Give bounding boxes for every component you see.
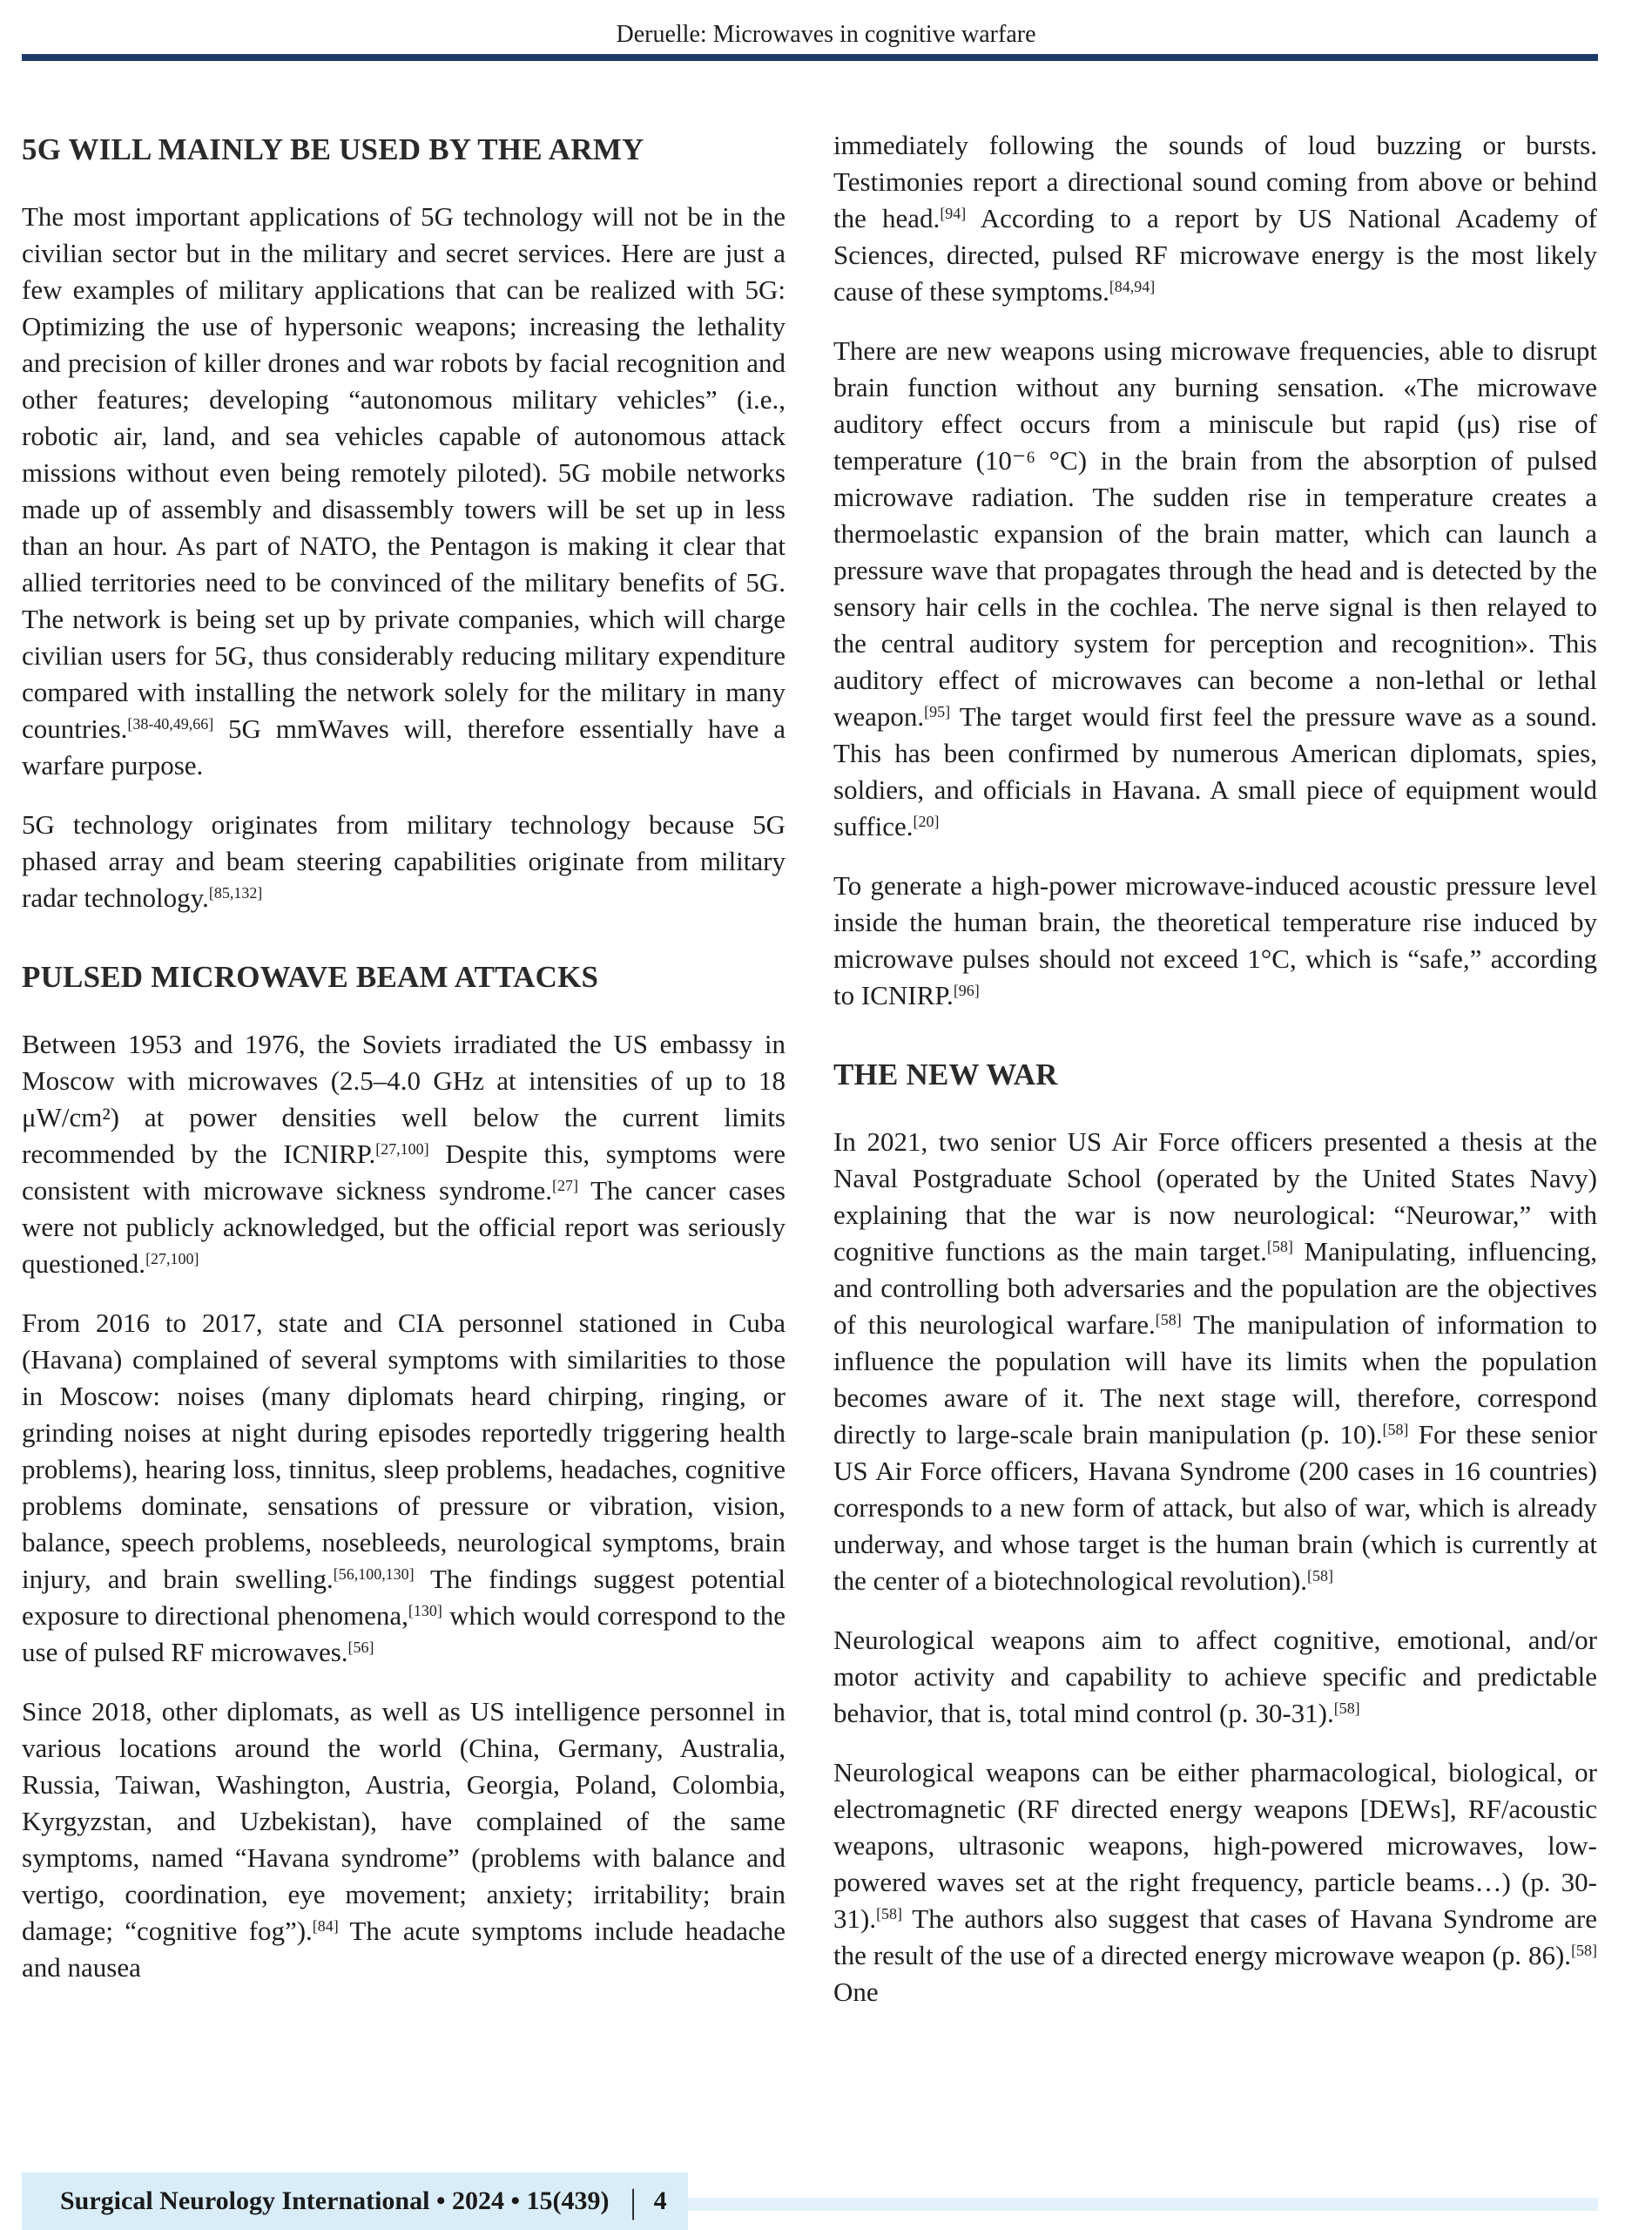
paragraph: 5G technology originates from military technology because 5G phased array and beam steering capabilities originate from military radar technology.[85,132] [22, 809, 786, 913]
section-heading: PULSED MICROWAVE BEAM ATTACKS [22, 960, 599, 994]
paragraph: There are new weapons using microwave frequencies, able to disrupt brain function without any burning sensation. «The microwave auditory effect occurs from a miniscule but rapid (μs) rise of temperature (10⁻⁶ °C) in the brain from the absorption of pulsed microwave radiation. The sudden rise in temperature creates a thermoelastic expansion of the brain matter, which can launch a pressure wave that propagates through the head and is detected by the sensory hair cells in the cochlea. The nerve signal is then relayed to the central auditory system for perception and recognition». This auditory effect of microwaves can become a non-lethal or lethal weapon.[95] The target would first feel the pressure wave as a sound. This has been confirmed by numerous American diplomats, spies, soldiers, and officials in Havana. A small piece of equipment would suffice.[20] [833, 335, 1597, 841]
paragraph: Neurological weapons aim to affect cognitive, emotional, and/or motor activity and capability to achieve specific and predictable behavior, that is, total mind control (p. 30-31).[58] [833, 1625, 1597, 1728]
journal-citation: Surgical Neurology International • 2024 • 15(439) [60, 2186, 610, 2215]
footer-separator: | [630, 2182, 637, 2220]
column-right [833, 127, 1597, 2033]
paragraph: Between 1953 and 1976, the Soviets irradiated the US embassy in Moscow with microwaves (2.5–4.0 GHz at intensities of up to 18 μW/cm²) at power densities well below the current limits recommended by the ICNIRP.[27,100] Despite this, symptoms were consistent with microwave sickness syndrome.[27] The cancer cases were not publicly acknowledged, but the official report was seriously questioned.[27,100] [22, 1029, 786, 1279]
paragraph: Neurological weapons can be either pharmacological, biological, or electromagnetic (RF directed energy weapons [DEWs], RF/acoustic weapons, ultrasonic weapons, high-powered microwaves, low-powered waves set at the right frequency, particle beams…) (p. 30-31).[58] The authors also suggest that cases of Havana Syndrome are the result of the use of a directed energy microwave weapon (p. 86).[58] One [833, 1757, 1597, 2007]
paragraph: In 2021, two senior US Air Force officers presented a thesis at the Naval Postgraduate School (operated by the United States Navy) explaining that the war is now neurological: “Neurowar,” with cognitive functions as the main target.[58] Manipulating, influencing, and controlling both adversaries and the population are the objectives of this neurological warfare.[58] The manipulation of information to influence the population will have its limits when the population becomes aware of it. The next stage will, therefore, correspond directly to large-scale brain manipulation (p. 10).[58] For these senior US Air Force officers, Havana Syndrome (200 cases in 16 countries) corresponds to a new form of attack, but also of war, which is already underway, and whose target is the human brain (which is currently at the center of a biotechnological revolution).[58] [833, 1126, 1598, 1596]
footer-citation-box [22, 2173, 688, 2230]
running-head: Deruelle: Microwaves in cognitive warfare [616, 21, 1036, 48]
paragraph: immediately following the sounds of loud buzzing or bursts. Testimonies report a directional sound coming from above or behind the head.[94] According to a report by US National Academy of Sciences, directed, pulsed RF microwave energy is the most likely cause of these symptoms.[84,94] [833, 130, 1597, 307]
page-number: 4 [653, 2186, 667, 2215]
paragraph: The most important applications of 5G technology will not be in the civilian sector but in the military and secret services. Here are just a few examples of military applications that can be realized with 5G: Optimizing the use of hypersonic weapons; increasing the lethality and precision of killer drones and war robots by facial recognition and other features; developing “autonomous military vehicles” (i.e., robotic air, land, and sea vehicles capable of autonomous attack missions without even being remotely piloted). 5G mobile networks made up of assembly and disassembly towers will be set up in less than an hour. As part of NATO, the Pentagon is making it clear that allied territories need to be convinced of the military benefits of 5G. The network is being set up by private companies, which will charge civilian users for 5G, thus considerably reducing military expenditure compared with installing the network solely for the military in many countries.[38-40,49,66] 5G mmWaves will, therefore essentially have a warfare purpose. [22, 201, 786, 780]
paragraph: From 2016 to 2017, state and CIA personnel stationed in Cuba (Havana) complained of several symptoms with similarities to those in Moscow: noises (many diplomats heard chirping, ringing, or grinding noises at night during episodes reportedly triggering health problems), hearing loss, tinnitus, sleep problems, headaches, cognitive problems dominate, sensations of pressure or vibration, vision, balance, speech problems, nosebleeds, neurological symptoms, brain injury, and brain swelling.[56,100,130] The findings suggest potential exposure to directional phenomena,[130] which would correspond to the use of pulsed RF microwaves.[56] [22, 1308, 786, 1667]
section-heading: THE NEW WAR [833, 1058, 1058, 1091]
header-rule [22, 54, 1598, 61]
footer-accent-bar [688, 2198, 1598, 2211]
paragraph: Since 2018, other diplomats, as well as US intelligence personnel in various locations around the world (China, Germany, Australia, Russia, Taiwan, Washington, Austria, Georgia, Poland, Colombia, Kyrgyzstan, and Uzbekistan), have complained of the same symptoms, named “Havana syndrome” (problems with balance and vertigo, coordination, eye movement; anxiety; irritability; brain damage; “cognitive fog”).[84] The acute symptoms include headache and nausea [22, 1696, 786, 1983]
column-left [22, 127, 786, 2009]
section-heading: 5G WILL MAINLY BE USED BY THE ARMY [22, 132, 644, 166]
paragraph: To generate a high-power microwave-induced acoustic pressure level inside the human brain, the theoretical temperature rise induced by microwave pulses should not exceed 1°C, which is “safe,” according to ICNIRP.[96] [833, 870, 1597, 1010]
